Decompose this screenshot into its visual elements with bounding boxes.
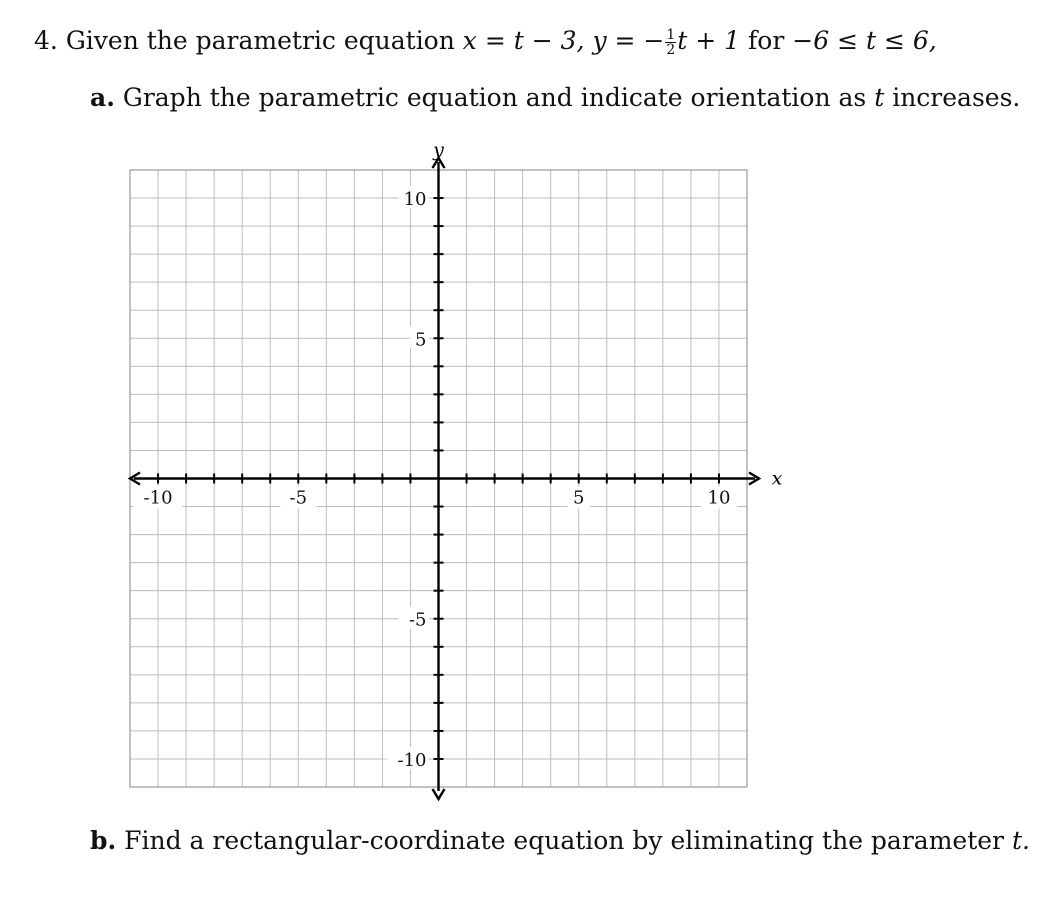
part-a-text: Graph the parametric equation and indicate orientation as (122, 83, 867, 112)
one-half-fraction (665, 28, 676, 57)
y-equation-start: = − (614, 26, 665, 55)
part-b-variable: t. (1011, 826, 1030, 855)
for-word: for (748, 26, 785, 55)
question-intro: Given the parametric equation (65, 26, 455, 55)
question-number: 4. (34, 26, 58, 55)
x-tick-label: -10 (143, 487, 173, 509)
question-line (34, 26, 937, 57)
parameter-range: −6 ≤ t ≤ 6, (792, 26, 937, 55)
y-tick-label: 10 (403, 189, 427, 211)
part-b-line (90, 826, 1030, 855)
x-variable: x (462, 26, 477, 55)
part-a-label: a. (90, 83, 115, 112)
part-b-text: Find a rectangular-coordinate equation by eliminating the parameter (124, 826, 1004, 855)
y-tick-label: -5 (408, 609, 427, 631)
y-variable: y (592, 26, 607, 55)
fraction-denominator: 2 (666, 42, 676, 58)
x-axis-label: x (771, 467, 783, 490)
y-equation-end: t + 1 (677, 26, 741, 55)
part-a-variable: t (874, 83, 885, 112)
fraction-numerator: 1 (666, 27, 676, 43)
y-tick-label: -10 (397, 749, 427, 771)
y-tick-label: 5 (415, 329, 427, 351)
part-a-text-end: increases. (892, 83, 1021, 112)
part-a-line (90, 83, 1020, 112)
coordinate-graph (100, 139, 783, 805)
y-axis-label: y (433, 139, 444, 161)
x-equation-rhs: = t − 3, (484, 26, 585, 55)
x-tick-label: 5 (573, 487, 585, 509)
x-tick-label: 10 (707, 487, 731, 509)
x-tick-label: -5 (289, 487, 308, 509)
part-b-label: b. (90, 826, 117, 855)
